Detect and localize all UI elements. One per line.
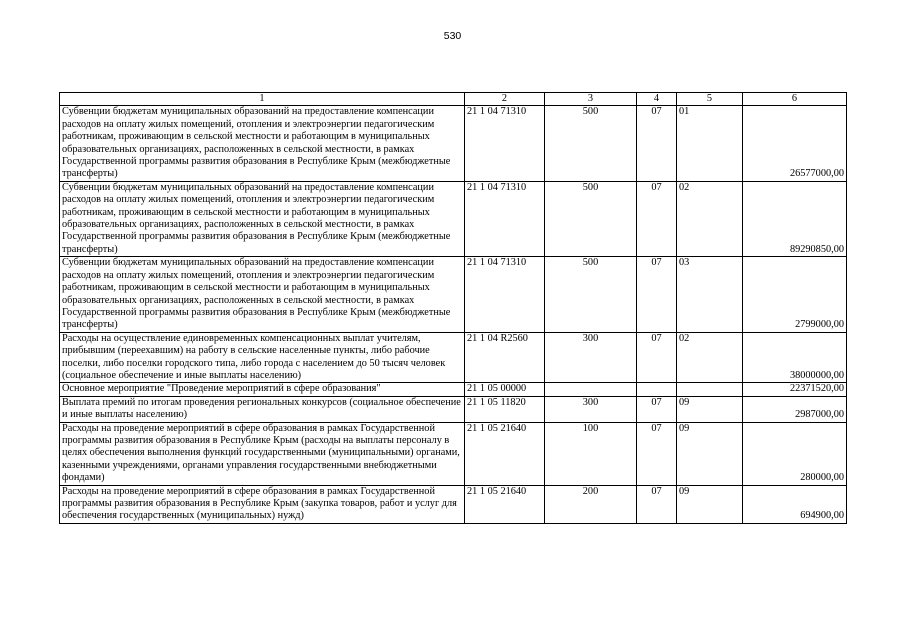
table-row xyxy=(60,396,847,422)
row-section: 07 xyxy=(637,396,677,422)
table-row xyxy=(60,106,847,181)
row-description: Субвенции бюджетам муниципальных образований на предоставление компенсации расходов на оплату жилых помещений, отопления и электроэнергии педагогическим работникам, проживающим в сельской местности и работающим в муниципальных образовательных организациях, расположенных в сельской местности, в рамках Государственной программы развития образования в Республике Крым (межбюджетные трансферты) xyxy=(60,181,465,256)
row-amount: 2799000,00 xyxy=(743,257,847,332)
row-target-code: 21 1 04 71310 xyxy=(465,181,545,256)
row-subsection: 02 xyxy=(677,332,743,383)
budget-table xyxy=(59,92,847,524)
row-subsection: 02 xyxy=(677,181,743,256)
row-expense-type: 500 xyxy=(545,106,637,181)
row-description: Расходы на осуществление единовременных компенсационных выплат учителям, прибывшим (переехавшим) на работу в сельские населенные пункты, либо рабочие поселки, либо поселки городского типа, либо города с населением до 50 тысяч человек (социальное обеспечение и иные выплаты населению) xyxy=(60,332,465,383)
row-section: 07 xyxy=(637,257,677,332)
column-header-3: 3 xyxy=(545,93,637,106)
row-section: 07 xyxy=(637,485,677,523)
row-subsection: 03 xyxy=(677,257,743,332)
row-description: Выплата премий по итогам проведения региональных конкурсов (социальное обеспечение и иные выплаты населению) xyxy=(60,396,465,422)
column-header-6: 6 xyxy=(743,93,847,106)
row-subsection: 09 xyxy=(677,396,743,422)
row-section: 07 xyxy=(637,332,677,383)
row-description: Основное мероприятие "Проведение мероприятий в сфере образования" xyxy=(60,383,465,396)
row-target-code: 21 1 05 00000 xyxy=(465,383,545,396)
row-target-code: 21 1 04 71310 xyxy=(465,106,545,181)
row-expense-type: 300 xyxy=(545,396,637,422)
table-row xyxy=(60,383,847,396)
row-amount: 2987000,00 xyxy=(743,396,847,422)
row-target-code: 21 1 05 21640 xyxy=(465,422,545,485)
row-description: Субвенции бюджетам муниципальных образований на предоставление компенсации расходов на оплату жилых помещений, отопления и электроэнергии педагогическим работникам, проживающим в сельской местности и работающим в муниципальных образовательных организациях, расположенных в сельской местности, в рамках Государственной программы развития образования в Республике Крым (межбюджетные трансферты) xyxy=(60,106,465,181)
column-header-2: 2 xyxy=(465,93,545,106)
row-description: Расходы на проведение мероприятий в сфере образования в рамках Государственной программы развития образования в Республике Крым (расходы на выплаты персоналу в целях обеспечения выполнения функций государственными (муниципальными) органами, казенными учреждениями, органами управления государственными внебюджетными фондами) xyxy=(60,422,465,485)
table-row xyxy=(60,332,847,383)
row-target-code: 21 1 05 11820 xyxy=(465,396,545,422)
row-amount: 22371520,00 xyxy=(743,383,847,396)
column-header-5: 5 xyxy=(677,93,743,106)
row-subsection xyxy=(677,383,743,396)
row-description: Субвенции бюджетам муниципальных образований на предоставление компенсации расходов на оплату жилых помещений, отопления и электроэнергии педагогическим работникам, проживающим в сельской местности и работающим в муниципальных образовательных организациях, расположенных в сельской местности, в рамках Государственной программы развития образования в Республике Крым (межбюджетные трансферты) xyxy=(60,257,465,332)
row-target-code: 21 1 04 71310 xyxy=(465,257,545,332)
row-expense-type: 300 xyxy=(545,332,637,383)
row-expense-type: 200 xyxy=(545,485,637,523)
page-number: 530 xyxy=(443,30,462,42)
row-subsection: 01 xyxy=(677,106,743,181)
row-expense-type: 500 xyxy=(545,257,637,332)
row-subsection: 09 xyxy=(677,422,743,485)
row-section xyxy=(637,383,677,396)
column-header-1: 1 xyxy=(60,93,465,106)
row-amount: 280000,00 xyxy=(743,422,847,485)
column-header-4: 4 xyxy=(637,93,677,106)
row-expense-type xyxy=(545,383,637,396)
row-amount: 26577000,00 xyxy=(743,106,847,181)
row-section: 07 xyxy=(637,422,677,485)
row-subsection: 09 xyxy=(677,485,743,523)
row-expense-type: 100 xyxy=(545,422,637,485)
row-section: 07 xyxy=(637,181,677,256)
row-target-code: 21 1 05 21640 xyxy=(465,485,545,523)
table-row xyxy=(60,181,847,256)
row-description: Расходы на проведение мероприятий в сфере образования в рамках Государственной программы развития образования в Республике Крым (закупка товаров, работ и услуг для обеспечения государственных (муниципальных) нужд) xyxy=(60,485,465,523)
row-amount: 89290850,00 xyxy=(743,181,847,256)
row-amount: 38000000,00 xyxy=(743,332,847,383)
table-row xyxy=(60,257,847,332)
row-expense-type: 500 xyxy=(545,181,637,256)
row-section: 07 xyxy=(637,106,677,181)
table-row xyxy=(60,485,847,523)
table-row xyxy=(60,422,847,485)
row-amount: 694900,00 xyxy=(743,485,847,523)
header-row xyxy=(60,93,847,106)
row-target-code: 21 1 04 R2560 xyxy=(465,332,545,383)
